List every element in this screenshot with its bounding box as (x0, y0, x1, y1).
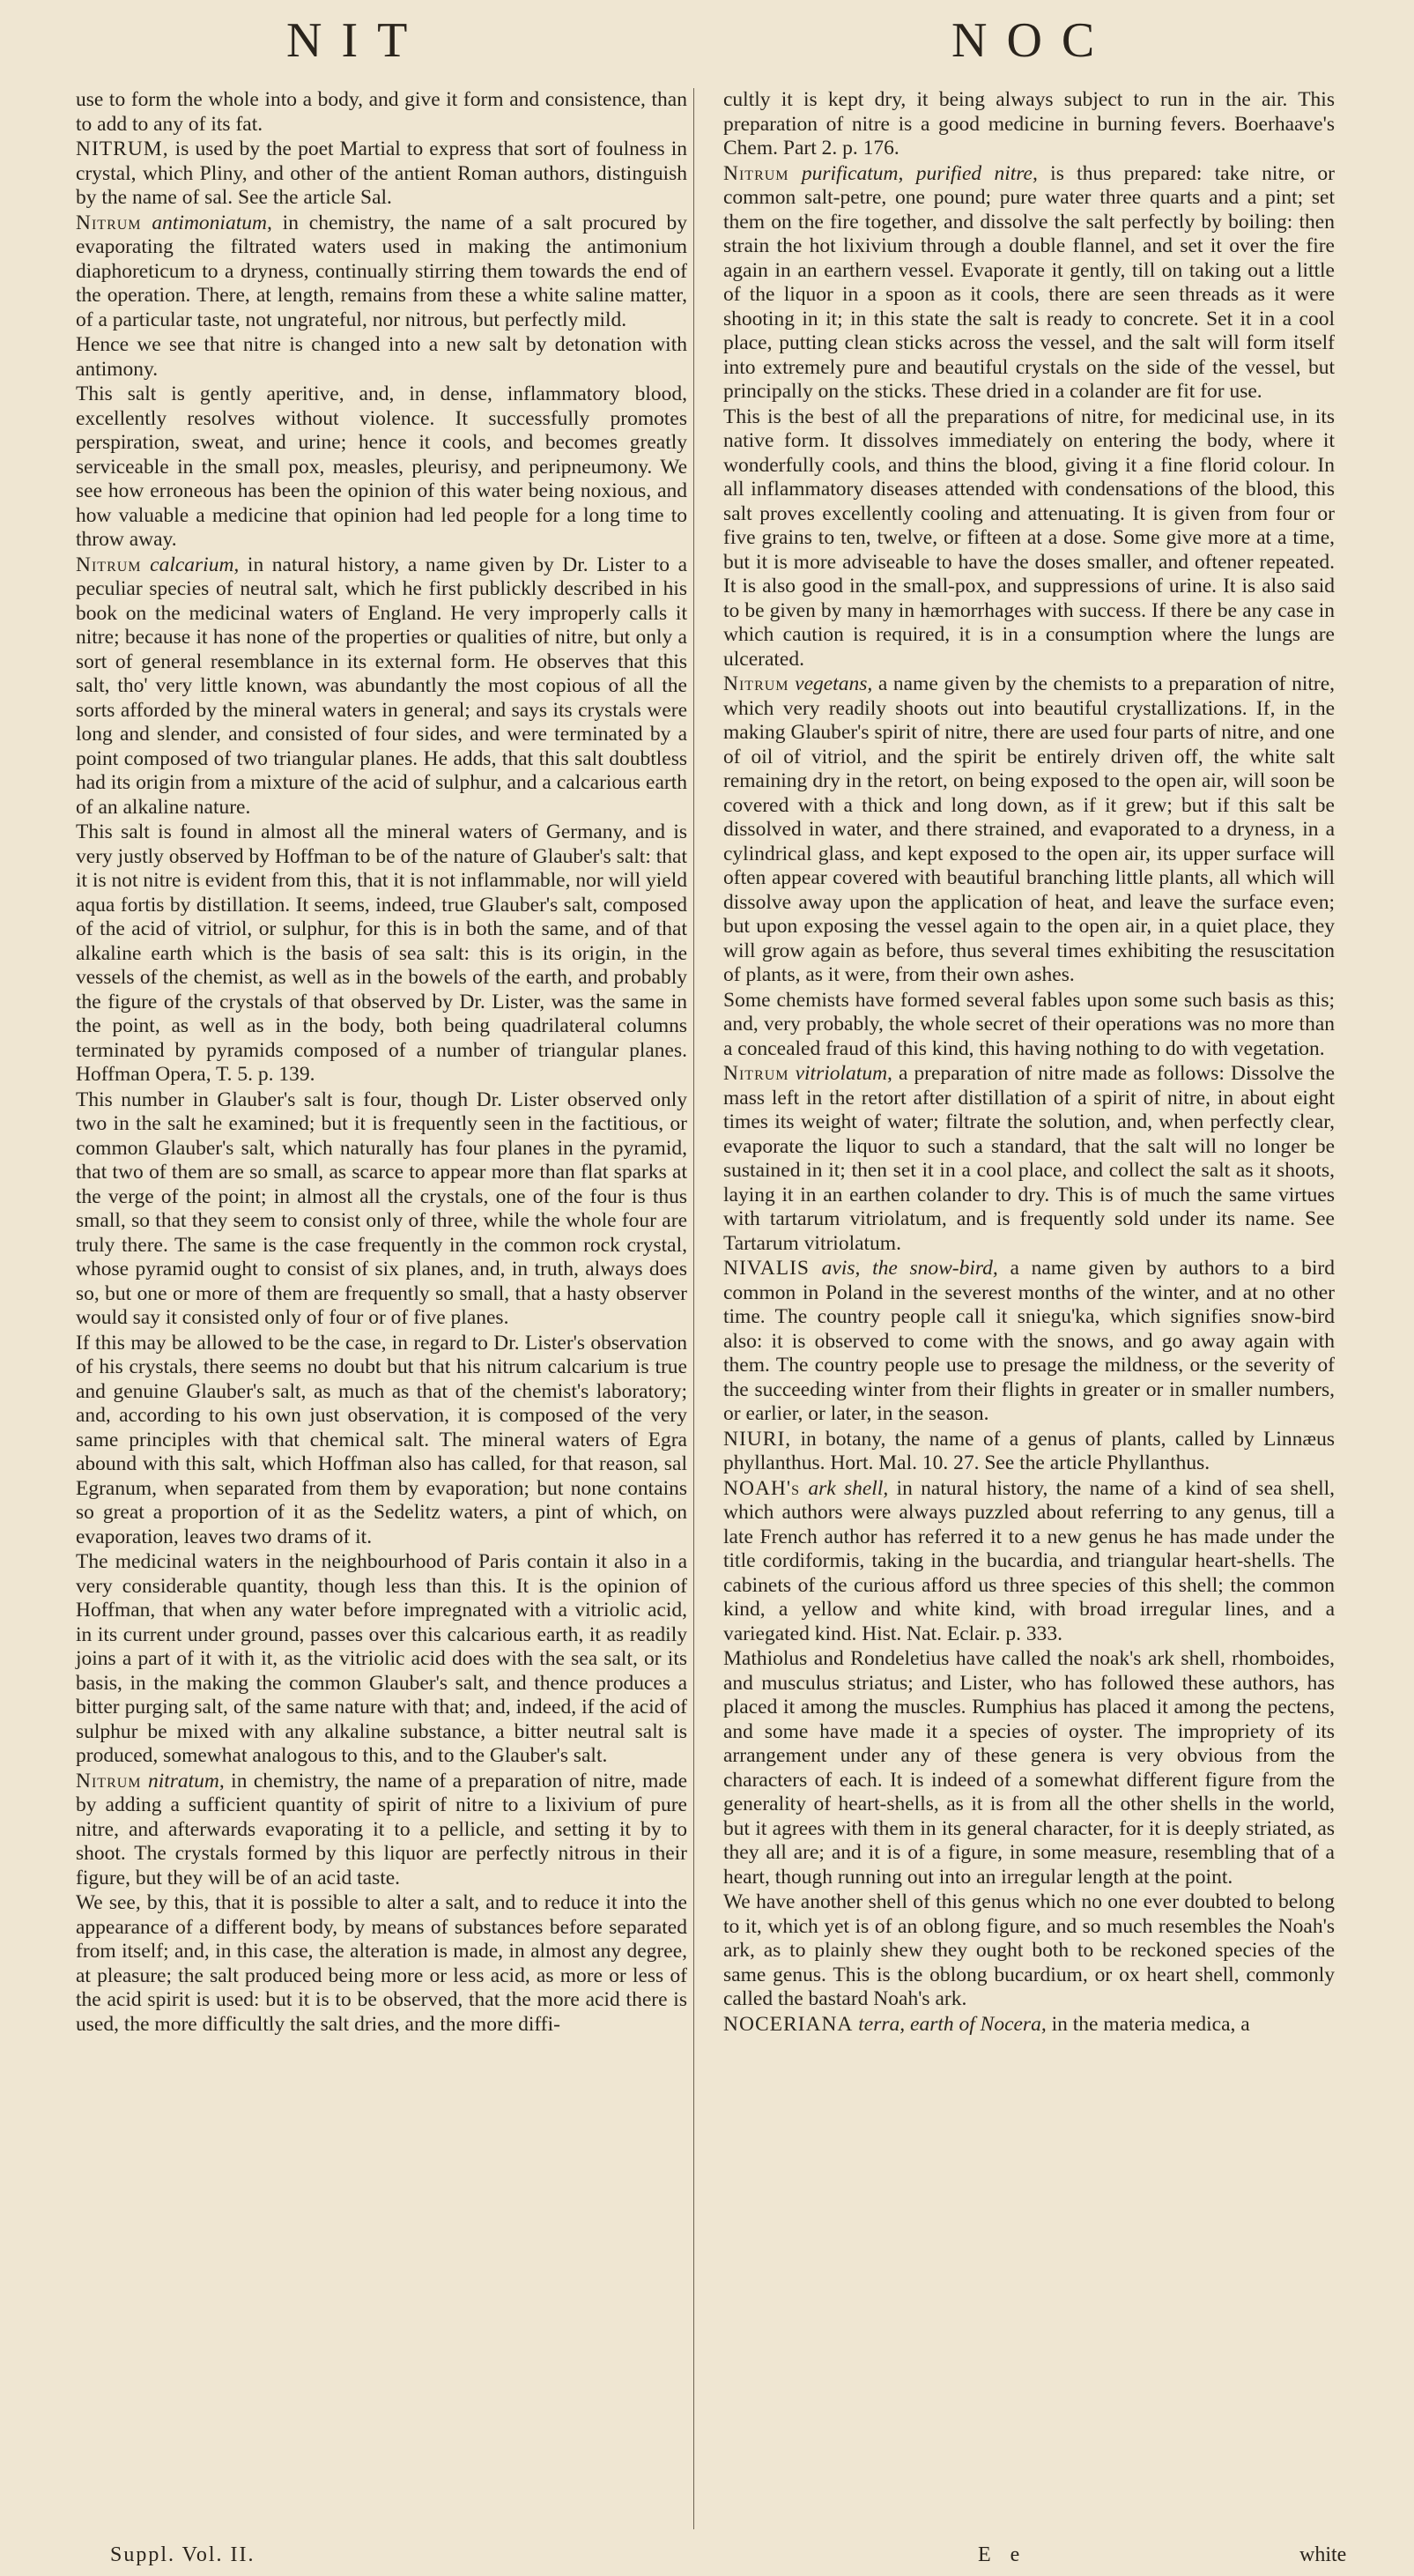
entry-text: is thus prepared: take nitre, or common salt-petre, one pound; pure water three quarts and a pint; set them on the fire together, and dissolve the salt perfectly by boiling: then strain the hot lixivium through a double flannel, and set it over the fire again in an earthern vessel. Evaporate it gently, till on taking out a little of the liquor in a spoon as it cools, there are seen threads as it were shooting in it; in this state the salt is ready to concrete. Set it in a cool place, putting clean sticks across the vessel, and the salt will form itself into extremely pure and beautiful crystals on the side of the vessel, but principally on the sticks. These dried in a colander are fit for use. (723, 161, 1335, 403)
body-paragraph (53, 820, 687, 1088)
body-paragraph (53, 333, 687, 382)
footer-catchword: white (1299, 2543, 1347, 2566)
entry-text: If this may be allowed to be the case, in regard to Dr. Lister's observation of his crystals, there seems no doubt but that his nitrum calcarium is true and genuine Glauber's salt, as much as that of the chemist's laboratory; and, according to his own just observation, it is composed of the very same principles with that chemical salt. The mineral waters of Egra abound with this salt, which Hoffman also has called, for that reason, sal Egranum, when separated from them by evaporation; but none contains so great a proportion of it as the Sedelitz waters, a pint of which, on evaporation, leaves two drams of it. (76, 1331, 687, 1548)
dictionary-entry (700, 1062, 1335, 1256)
entry-qualifier: ark shell, (808, 1476, 889, 1500)
left-column (53, 88, 687, 2038)
column-divider (693, 88, 694, 2529)
body-paragraph (53, 1332, 687, 1550)
entry-headword: Nitrum (723, 672, 789, 695)
entry-text: a name given by the chemists to a preparation of nitre, which very readily shoots out into beautiful crystallizations. If, in the making Glauber's spirit of nitre, there are used four parts of nitre, and one of oil of vitriol, and the spirit be entirely driven off, the white salt remaining dry in the retort, on being exposed to the open air, will soon be covered with a thick and long down, as if it grew; but if this salt be dissolved in water, and there strained, and evaporated to a dryness, in a cylindrical glass, and kept exposed to the open air, its upper surface will often appear covered with beautiful branching little plants, all which will dissolve away upon the application of heat, and leave the surface even; but upon exposing the vessel again to the open air, in a quiet place, they will grow again as before, thus several times exhibiting the resuscitation of plants, as it were, from their own ashes. (723, 672, 1336, 986)
entry-headword: NOAH's (723, 1476, 801, 1500)
entry-headword: Nitrum (76, 211, 142, 234)
entry-qualifier: terra, earth of Nocera, (858, 2012, 1047, 2036)
dictionary-entry (700, 162, 1335, 405)
body-paragraph (53, 1550, 687, 1769)
entry-text: The medicinal waters in the neighbourhood of Paris contain it also in a very considerable quantity, though less than this. It is the opinion of Hoffman, that when any water before impregnated with a vitriolic acid, in its current under ground, passes over this calcarious earth, it as readily joins a part of it with it, as the vitriolic acid does with the sea salt, or its basis, in the making the common Glauber's salt, and thence produces a bitter purging salt, of the same nature with that; and, indeed, if the acid of sulphur be mixed with any alkaline substance, a bitter neutral salt is produced, somewhat analogous to this, and to the Glauber's salt. (76, 1550, 687, 1767)
entry-qualifier: purificatum, purified nitre, (801, 161, 1038, 185)
body-paragraph (700, 1890, 1335, 2012)
entry-text: cultly it is kept dry, it being always subject to run in the air. This preparation of nitre is a good medicine in burning fevers. Boerhaave's Chem. Part 2. p. 176. (723, 88, 1335, 160)
entry-qualifier: avis, the snow-bird, (821, 1257, 998, 1280)
dictionary-entry (700, 672, 1335, 988)
entry-qualifier: calcarium, (150, 553, 240, 576)
body-paragraph (700, 405, 1335, 672)
entry-text: in natural history, the name of a kind of sea shell, which authors were always puzzled about referring to any genus, till a late French author has referred it to a new genus he has made under the title cordiformis, taking in the bucardia, and triangular heart-shells. The cabinets of the curious afford us three species of this shell; the common kind, a yellow and white kind, with broad irregular lines, and a variegated kind. Hist. Nat. Eclair. p. 333. (723, 1476, 1335, 1645)
right-column (700, 88, 1335, 2038)
body-paragraph (700, 88, 1335, 161)
entry-text: Some chemists have formed several fables upon some such basis as this; and, very probably, the whole secret of their operations was no more than a concealed fraud of this kind, this having nothing to do with vegetation. (723, 988, 1335, 1060)
entry-text: This is the best of all the preparations of nitre, for medicinal use, in its native form. It dissolves immediately on entering the body, where it wonderfully cools, and thins the blood, giving it a fine florid colour. In all inflammatory diseases attended with condensations of the blood, this salt proves excellently cooling and attenuating. It is given from four or five grains to ten, twelve, or fifteen at a dose. Some give more at a time, but it is more adviseable to have the doses smaller, and oftener repeated. It is also good in the small-pox, and suppressions of urine. It is also said to be given by many in hæmorrhages with success. If there be any case in which caution is required, it is in a consumption where the lungs are ulcerated. (723, 405, 1335, 671)
body-paragraph (53, 1891, 687, 2037)
dictionary-entry (700, 2013, 1335, 2038)
entry-text: in the materia medica, a (1046, 2012, 1250, 2036)
body-paragraph (53, 1088, 687, 1331)
entry-headword: NITRUM, (76, 137, 169, 160)
body-paragraph (53, 382, 687, 553)
dictionary-entry (53, 212, 687, 333)
entry-headword: NOCERIANA (723, 2012, 854, 2036)
entry-text: This number in Glauber's salt is four, though Dr. Lister observed only two in the salt he examined; but it is frequently seen in the factitious, or common Glauber's salt, which naturally has four planes in the pyramid, that two of them are so small, as scarce to appear more than flat sparks at the verge of the point; in almost all the crystals, one of the four is thus small, so that they seem to consist only of three, while the whole four are truly there. The same is the case frequently in the common rock crystal, whose pyramid ought to consist of six planes, and, in truth, always does so, but one or more of them are frequently so small, that a hasty observer would say it consisted only of four or of five planes. (76, 1088, 687, 1329)
entry-text: is used by the poet Martial to express that sort of foulness in crystal, which Pliny, and other of the antient Roman authors, distinguish by the name of sal. See the article Sal. (76, 137, 687, 209)
entry-qualifier: vitriolatum, (795, 1062, 892, 1085)
entry-text: use to form the whole into a body, and give it form and consistence, than to add to any of its fat. (76, 88, 687, 136)
dictionary-entry (700, 1477, 1335, 1647)
entry-text: in chemistry, the name of a salt procured by evaporating the filtrated waters used in making the antimonium diaphoreticum to a dryness, continually stirring them towards the end of the operation. There, at length, remains from these a white saline matter, of a particular taste, not ungrateful, nor nitrous, but perfectly mild. (76, 211, 687, 331)
entry-text: This salt is gently aperitive, and, in dense, inflammatory blood, excellently resolves without violence. It successfully promotes perspiration, sweat, and urine; hence it cools, and becomes greatly serviceable in the small pox, measles, pleurisy, and peripneumony. We see how erroneous has been the opinion of this water being noxious, and how valuable a medicine that opinion had led people for a long time to throw away. (76, 382, 687, 551)
entry-text: in natural history, a name given by Dr. Lister to a peculiar species of neutral salt, which he first publickly described in his book on the medicinal waters of England. He very improperly calls it nitre; because it has none of the properties or qualities of nitre, but only a sort of general resemblance in its external form. He observes that this salt, tho' very little known, was abundantly the most copious of all the sorts afforded by the mineral waters in general; and says its crystals were long and slender, and consisted of four sides, and were terminated by a point composed of two triangular planes. He adds, that this salt doubtless had its origin from a mixture of the acid of sulphur, and a calcarious earth of an alkaline nature. (76, 553, 687, 819)
dictionary-entry (700, 1428, 1335, 1476)
entry-text: in chemistry, the name of a preparation of nitre, made by adding a sufficient quantity of spirit of nitre to a lixivium of pure nitre, and afterwards evaporating it to a pellicle, and setting it by to shoot. The crystals formed by this liquor are perfectly nitrous in their figure, but they will be of an acid taste. (76, 1769, 688, 1889)
dictionary-entry (53, 1770, 687, 1891)
entry-qualifier: antimoniatum, (152, 211, 272, 234)
body-paragraph (700, 989, 1335, 1062)
entry-text: a name given by authors to a bird common in Poland in the severest months of the winter, and at no other time. The country people call it sniegu'ka, which signifies snow-bird also: it is observed to come with the snows, and go away again with them. The country people use to presage the mildness, or the severity of the succeeding winter from their flights in greater or in smaller numbers, or earlier, or later, in the season. (723, 1257, 1335, 1425)
entry-headword: NIVALIS (723, 1257, 810, 1280)
running-head-left: NIT (286, 13, 427, 68)
body-paragraph (53, 88, 687, 137)
entry-text: in botany, the name of a genus of plants, called by Linnæus phyllanthus. Hort. Mal. 10. 27. See the article Phyllanthus. (723, 1427, 1335, 1474)
entry-text: This salt is found in almost all the mineral waters of Germany, and is very justly observed by Hoffman to be of the nature of Glauber's salt: that it is not nitre is evident from this, that it is not inflammable, nor will yield aqua fortis by distillation. It seems, indeed, true Glauber's salt, composed of the acid of vitriol, or sulphur, for this is in both the same, and of that alkaline earth which is the basis of sea salt: this is its origin, in the vessels of the chemist, as well as in the bowels of the earth, and probably the figure of the crystals of that observed by Dr. Lister, was the same in the point, as well as in the body, both being quadrilateral columns terminated by pyramids composed of a number of triangular planes. Hoffman Opera, T. 5. p. 139. (76, 820, 687, 1086)
entry-headword: Nitrum (723, 161, 789, 185)
entry-headword: NIURI, (723, 1427, 792, 1451)
entry-text: Hence we see that nitre is changed into a new salt by detonation with antimony. (76, 333, 687, 381)
dictionary-entry (53, 553, 687, 820)
entry-headword: Nitrum (723, 1062, 789, 1085)
entry-headword: Nitrum (76, 553, 142, 576)
footer-volume: Suppl. Vol. II. (110, 2543, 255, 2566)
entry-text: We see, by this, that it is possible to alter a salt, and to reduce it into the appearance of a different body, by means of substances before separated from itself; and, in this case, the alteration is made, in almost any degree, at pleasure; the salt produced being more or less acid, as more or less of the acid spirit is used: but it is to be observed, that the more acid there is used, the more difficultly the salt dries, and the more diffi- (76, 1891, 687, 2036)
entry-text: a preparation of nitre made as follows: Dissolve the mass left in the retort after distillation of a spirit of nitre, in about eight times its weight of water; filtrate the solution, and, when perfectly clear, evaporate the liquor to such a standard, that the salt will no longer be sustained in it; then set it in a cool place, and collect the salt as it shoots, laying it in an earthen colander to dry. This is of much the same virtues with tartarum vitriolatum, and is frequently sold under its name. See Tartarum vitriolatum. (723, 1062, 1335, 1255)
dictionary-entry (700, 1257, 1335, 1427)
entry-text: We have another shell of this genus which no one ever doubted to belong to it, which yet is of an oblong figure, and so much resembles the Noah's ark, as to plainly shew they ought both to be reckoned species of the same genus. This is the oblong bucardium, or ox heart shell, commonly called the bastard Noah's ark. (723, 1890, 1335, 2010)
running-head-right: NOC (951, 13, 1114, 68)
entry-headword: Nitrum (76, 1769, 142, 1793)
dictionary-entry (53, 137, 687, 211)
entry-qualifier: nitratum, (147, 1769, 225, 1793)
entry-text: Mathiolus and Rondeletius have called the noak's ark shell, rhomboides, and musculus striatus; and Lister, who has followed these authors, has placed it among the muscles. Rumphius has placed it among the pectens, and some have made it a species of oyster. The impropriety of its arrangement under any of these genera is very obvious from the characters of each. It is indeed of a somewhat different figure from the generality of heart-shells, as it is from all the other shells in the world, but it agrees with them in its general character, for it is deeply striated, as they all are; and it is of a figure, in some measure, resembling that of a heart, though running out into an irregular length at the point. (723, 1647, 1335, 1889)
footer-signature: E e (978, 2543, 1027, 2566)
entry-qualifier: vegetans, (795, 672, 873, 695)
body-paragraph (700, 1647, 1335, 1889)
